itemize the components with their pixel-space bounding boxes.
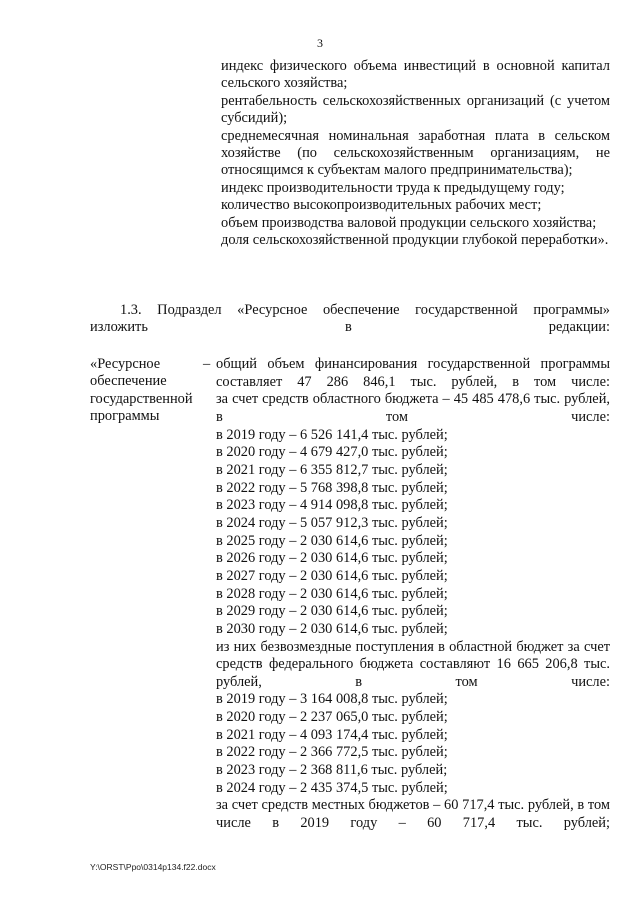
year-funding-line: в 2028 году – 2 030 614,6 тыс. рублей; [216,585,448,602]
page-number: 3 [317,36,323,50]
year-funding-line: в 2021 году – 6 355 812,7 тыс. рублей; [216,461,448,478]
section-paragraph-text: 1.3. Подраздел «Ресурсное обеспечение государственной программы» изложить в редакции: [90,302,610,336]
federal-budget-text: из них безвозмездные поступления в областной бюджет за счет средств федерального бюджета составляют 16 665 206,8 тыс. рублей, в том числе: [216,638,610,690]
year-funding-line: в 2019 году – 6 526 141,4 тыс. рублей; [216,426,448,443]
federal-years-list [216,691,610,797]
year-funding-line: в 2022 году – 2 366 772,5 тыс. рублей; [216,744,448,761]
list-item: индекс производительности труда к предыдущему году; [221,179,565,196]
list-item: объем производства валовой продукции сельского хозяйства; [221,214,597,231]
total-funding-text: общий объем финансирования государственной программы составляет 47 286 846,1 тыс. рублей, в том числе: [216,356,610,390]
footer-file-path: Y:\ORST\Ppo\0314p134.f22.docx [90,862,216,872]
year-funding-line: в 2025 году – 2 030 614,6 тыс. рублей; [216,532,448,549]
year-funding-line: в 2023 году – 4 914 098,8 тыс. рублей; [216,497,448,514]
list-item: среднемесячная номинальная заработная плата в сельском хозяйстве (по сельскохозяйственным организациям, не относящимся к субъектам малого предпринимательства); [221,127,610,179]
regional-budget-text: за счет средств областного бюджета – 45 485 478,6 тыс. рублей, в том числе: [216,391,610,425]
indicator-list [221,58,610,249]
list-item: рентабельность сельскохозяйственных организаций (с учетом субсидий); [221,92,610,127]
section-paragraph [90,302,610,337]
year-funding-line: в 2020 году – 2 237 065,0 тыс. рублей; [216,709,448,726]
label-dash: – [203,356,211,372]
year-funding-line: в 2027 году – 2 030 614,6 тыс. рублей; [216,567,448,584]
list-item: индекс физического объема инвестиций в основной капитал сельского хозяйства; [221,58,610,92]
year-funding-line: в 2022 году – 5 768 398,8 тыс. рублей; [216,479,448,496]
resource-content [216,356,610,833]
year-funding-line: в 2026 году – 2 030 614,6 тыс. рублей; [216,550,448,567]
year-funding-line: в 2020 году – 4 679 427,0 тыс. рублей; [216,444,448,461]
year-funding-line: в 2029 году – 2 030 614,6 тыс. рублей; [216,603,448,620]
resource-label: «Ресурсное обеспечение государственной программы [90,356,193,425]
year-funding-line: в 2019 году – 3 164 008,8 тыс. рублей; [216,691,448,708]
local-budget-text: за счет средств местных бюджетов – 60 717,4 тыс. рублей, в том числе в 2019 году – 60 717,4 тыс. рублей; [216,797,610,832]
list-item: доля сельскохозяйственной продукции глубокой переработки». [221,232,609,249]
list-item: количество высокопроизводительных рабочих мест; [221,197,542,214]
regional-years-list [216,427,610,639]
year-funding-line: в 2021 году – 4 093 174,4 тыс. рублей; [216,726,448,743]
year-funding-line: в 2030 году – 2 030 614,6 тыс. рублей; [216,620,448,637]
year-funding-line: в 2024 году – 2 435 374,5 тыс. рублей; [216,779,448,796]
year-funding-line: в 2023 году – 2 368 811,6 тыс. рублей; [216,762,448,779]
year-funding-line: в 2024 году – 5 057 912,3 тыс. рублей; [216,514,448,531]
